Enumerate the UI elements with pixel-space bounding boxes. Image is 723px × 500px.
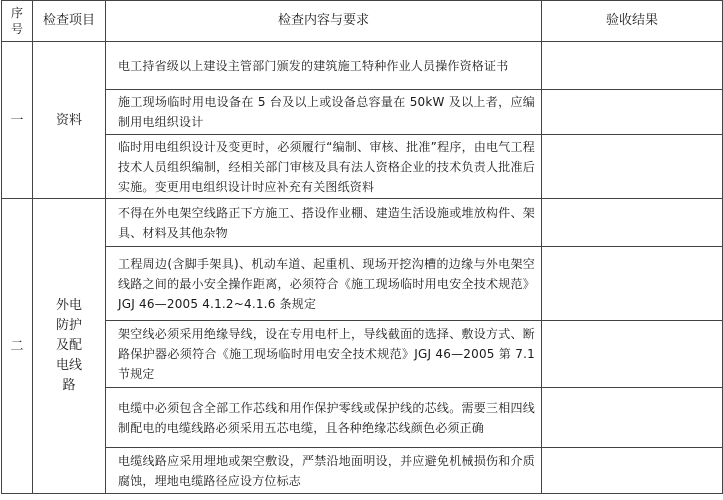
- requirement-cell: 临时用电组织设计及变更时，必须履行“编制、审核、批准”程序，由电气工程技术人员组织编制，经相关部门审核及具有法人资格企业的技术负责人批准后实施。变更用电组织设计时应补充有关图纸资料: [106, 135, 542, 199]
- section-item-line: 外电: [55, 298, 82, 313]
- section-no: 一: [2, 42, 33, 199]
- inspection-table: [1, 0, 723, 494]
- table-row: [2, 90, 723, 135]
- requirement-cell: 工程周边(含脚手架具)、机动车道、起重机、现场开挖沟槽的边缘与外电架空线路之间的最小安全操作距离，必须符合《施工现场临时用电安全技术规范》JGJ 46—2005 4.1.2~4.1.6 条规定: [106, 247, 542, 321]
- result-cell[interactable]: [542, 247, 723, 321]
- table-row: [2, 448, 723, 494]
- table-row: [2, 42, 723, 90]
- result-cell[interactable]: [542, 42, 723, 90]
- requirement-cell: 不得在外电架空线路正下方施工、搭设作业棚、建造生活设施或堆放构件、架具、材料及其他杂物: [106, 199, 542, 247]
- header-row: [2, 1, 723, 42]
- result-cell[interactable]: [542, 199, 723, 247]
- section-no: 二: [2, 199, 33, 494]
- requirement-cell: 架空线必须采用绝缘导线，设在专用电杆上，导线截面的选择、敷设方式、断路保护器必须符合《施工现场临时用电安全技术规范》JGJ 46—2005 第 7.1 节规定: [106, 321, 542, 388]
- table-row: [2, 247, 723, 321]
- requirement-cell: 电缆线路应采用埋地或架空敷设，严禁沿地面明设，并应避免机械损伤和介质腐蚀，埋地电缆路径应设方位标志: [106, 448, 542, 494]
- section-item-line: 防护: [55, 318, 82, 333]
- header-result: 验收结果: [542, 1, 723, 42]
- result-cell[interactable]: [542, 448, 723, 494]
- table-row: [2, 199, 723, 247]
- section-item: 资料: [33, 42, 106, 199]
- table-row: [2, 135, 723, 199]
- section-item: [33, 199, 106, 494]
- requirement-cell: 施工现场临时用电设备在 5 台及以上或设备总容量在 50kW 及以上者，应编制用电组织设计: [106, 90, 542, 135]
- requirement-cell: 电缆中必须包含全部工作芯线和用作保护零线或保护线的芯线。需要三相四线制配电的电缆线路必须采用五芯电缆，且各种绝缘芯线颜色必须正确: [106, 388, 542, 448]
- header-item: 检查项目: [33, 1, 106, 42]
- result-cell[interactable]: [542, 388, 723, 448]
- result-cell[interactable]: [542, 135, 723, 199]
- header-no: [2, 1, 33, 42]
- section-item-line: 路: [62, 378, 76, 393]
- table-row: [2, 321, 723, 388]
- result-cell[interactable]: [542, 321, 723, 388]
- header-requirement: 检查内容与要求: [106, 1, 542, 42]
- requirement-cell: 电工持省级以上建设主管部门颁发的建筑施工特种作业人员操作资格证书: [106, 42, 542, 90]
- section-item-line: 电线: [55, 358, 82, 373]
- result-cell[interactable]: [542, 90, 723, 135]
- table-row: [2, 388, 723, 448]
- header-no-label: 序号: [10, 6, 23, 36]
- section-item-line: 及配: [55, 338, 82, 353]
